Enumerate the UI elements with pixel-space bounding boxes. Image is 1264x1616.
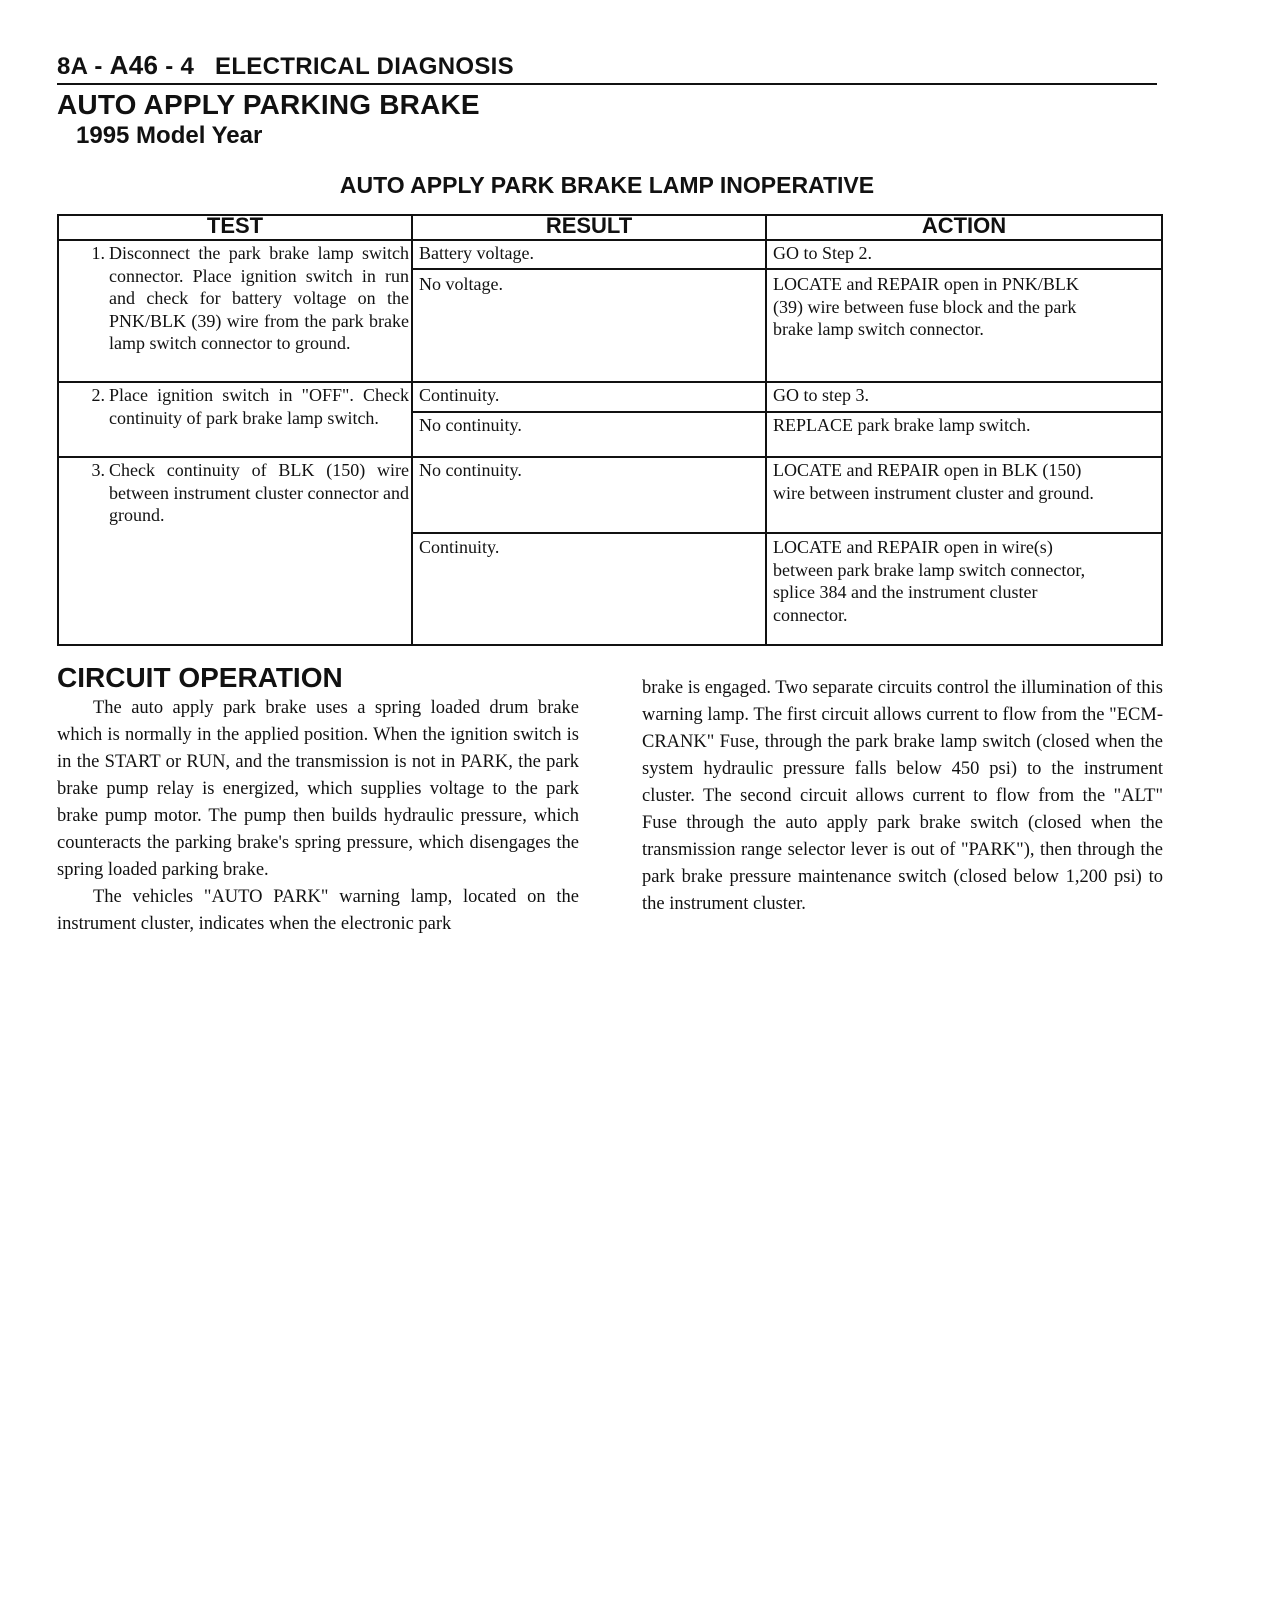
action-cell: LOCATE and REPAIR open in wire(s) between park brake lamp switch connector, splice 384 and the instrument cluster connector.: [773, 537, 1086, 625]
sub-row-rule: [411, 268, 1161, 270]
circuit-paragraph: The vehicles "AUTO PARK" warning lamp, located on the instrument cluster, indicates when the electronic park: [57, 887, 579, 934]
result-cell: No continuity.: [419, 415, 522, 435]
test-step-text: Check continuity of BLK (150) wire between instrument cluster connector and ground.: [109, 460, 409, 525]
header-section: 8A: [57, 53, 88, 80]
header-line: 8A - A46 - 4 ELECTRICAL DIAGNOSIS: [57, 50, 514, 80]
circuit-column-right: [642, 675, 1163, 918]
test-step: [59, 459, 409, 527]
circuit-operation-heading: CIRCUIT OPERATION: [57, 662, 343, 693]
header-test: TEST: [206, 213, 264, 238]
result-cell: Battery voltage.: [419, 243, 534, 263]
test-step-text: Place ignition switch in "OFF". Check continuity of park brake lamp switch.: [109, 385, 409, 428]
test-step: [59, 384, 409, 429]
result-cell: No voltage.: [419, 274, 503, 294]
header-title: ELECTRICAL DIAGNOSIS: [215, 53, 514, 80]
sub-row-rule: [411, 411, 1161, 413]
model-year: 1995 Model Year: [76, 122, 263, 149]
header-rule: [57, 83, 1157, 85]
test-step: [59, 242, 409, 355]
column-divider: [411, 216, 413, 644]
table-title: AUTO APPLY PARK BRAKE LAMP INOPERATIVE: [339, 172, 875, 198]
test-step-number: 1.: [91, 243, 105, 263]
diagnostic-table: [57, 214, 1163, 646]
action-cell: GO to Step 2.: [773, 243, 872, 263]
column-divider: [765, 216, 767, 644]
header-action: ACTION: [921, 213, 1007, 238]
test-step-number: 2.: [91, 385, 105, 405]
action-cell: LOCATE and REPAIR open in BLK (150) wire between instrument cluster and ground.: [773, 460, 1094, 503]
result-cell: Continuity.: [419, 537, 500, 557]
action-cell: REPLACE park brake lamp switch.: [773, 415, 1031, 435]
section-title: AUTO APPLY PARKING BRAKE: [57, 89, 480, 120]
header-page-code: A46: [109, 50, 159, 80]
page-header: [57, 48, 1157, 84]
result-cell: Continuity.: [419, 385, 500, 405]
action-cell: GO to step 3.: [773, 385, 869, 405]
action-cell: LOCATE and REPAIR open in PNK/BLK (39) wire between fuse block and the park brake lamp switch connector.: [773, 274, 1079, 339]
test-step-number: 3.: [91, 460, 105, 480]
circuit-column-left: [57, 695, 579, 938]
row-group-rule: [59, 381, 1161, 383]
header-result: RESULT: [545, 213, 633, 238]
sub-row-rule: [411, 532, 1161, 534]
row-group-rule: [59, 456, 1161, 458]
header-page-num: 4: [180, 53, 195, 80]
test-step-text: Disconnect the park brake lamp switch connector. Place ignition switch in run and check for battery voltage on the PNK/BLK (39) wire from the park brake lamp switch connector to ground.: [109, 243, 409, 353]
result-cell: No continuity.: [419, 460, 522, 480]
circuit-paragraph: brake is engaged. Two separate circuits control the illumination of this warning lamp. The first circuit allows current to flow from the "ECM-CRANK" Fuse, through the park brake lamp switch (closed when the system hydraulic pressure falls below 450 psi) to the instrument cluster. The second circuit allows current to flow from the "ALT" Fuse through the auto apply park brake switch (closed when the transmission range selector lever is out of "PARK"), then through the park brake pressure maintenance switch (closed below 1,200 psi) to the instrument cluster.: [642, 678, 1163, 914]
circuit-paragraph: The auto apply park brake uses a spring loaded drum brake which is normally in the applied position. When the ignition switch is in the START or RUN, and the transmission is not in PARK, the park brake pump relay is energized, which supplies voltage to the park brake pump motor. The pump then builds hydraulic pressure, which counteracts the parking brake's spring pressure, which disengages the spring loaded parking brake.: [57, 698, 579, 880]
